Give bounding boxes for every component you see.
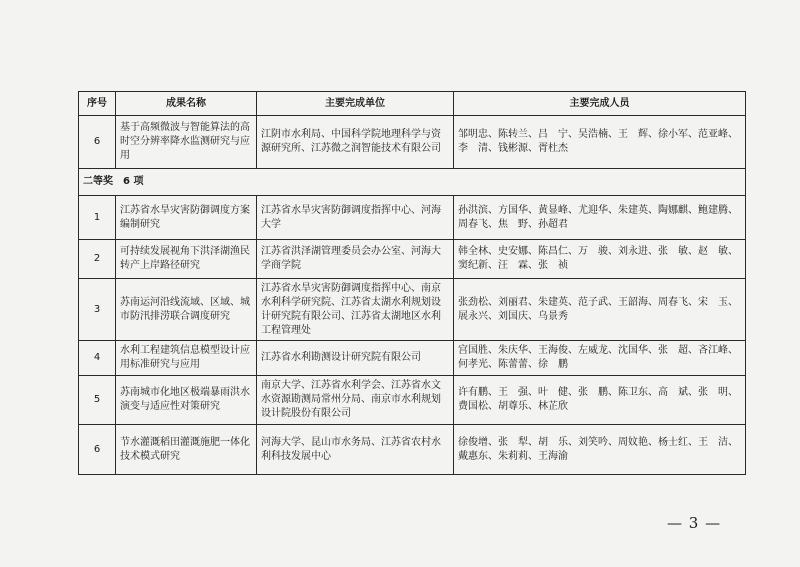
row-name: 可持续发展视角下洪泽湖渔民转产上岸路径研究 (116, 240, 257, 279)
row-name: 苏南城市化地区极端暴雨洪水演变与适应性对策研究 (116, 376, 257, 425)
row-name: 江苏省水旱灾害防御调度方案编制研究 (116, 196, 257, 240)
table-header-row (79, 92, 746, 116)
row-unit: 江阴市水利局、中国科学院地理科学与资源研究所、江苏微之润智能技术有限公司 (257, 116, 454, 169)
row-people: 邹明忠、陈转兰、吕 宁、吴浩楠、王 辉、徐小军、范亚峰、李 清、钱彬源、胥杜杰 (454, 116, 746, 169)
row-unit: 江苏省水利勘测设计研究院有限公司 (257, 341, 454, 376)
row-unit: 河海大学、昆山市水务局、江苏省农村水利科技发展中心 (257, 425, 454, 475)
row-unit: 江苏省水旱灾害防御调度指挥中心、河海大学 (257, 196, 454, 240)
row-unit: 南京大学、江苏省水利学会、江苏省水文水资源勘测局常州分局、南京市水利规划设计院股份有限公司 (257, 376, 454, 425)
header-unit: 主要完成单位 (257, 92, 454, 116)
header-name: 成果名称 (116, 92, 257, 116)
row-people: 张劲松、刘丽君、朱建英、范子武、王韶海、周春飞、宋 玉、展永兴、刘国庆、乌景秀 (454, 279, 746, 341)
row-no: 6 (79, 116, 116, 169)
table-row (79, 376, 746, 425)
row-people: 许有鹏、王 强、叶 健、张 鹏、陈卫东、高 斌、张 明、费国松、胡尊乐、林芷欣 (454, 376, 746, 425)
table-row (79, 341, 746, 376)
header-no: 序号 (79, 92, 116, 116)
row-name: 节水灌溉稻田灌溉施肥一体化技术模式研究 (116, 425, 257, 475)
row-no: 3 (79, 279, 116, 341)
row-name: 苏南运河沿线流域、区域、城市防汛排涝联合调度研究 (116, 279, 257, 341)
table-row (79, 279, 746, 341)
row-no: 5 (79, 376, 116, 425)
section-row (79, 169, 746, 196)
row-people: 孙洪滨、方国华、黄显峰、尤迎华、朱建英、陶娜麒、鲍建腾、周春飞、焦 野、孙超君 (454, 196, 746, 240)
row-no: 6 (79, 425, 116, 475)
table-row (79, 425, 746, 475)
page-number: — 3 — (667, 514, 722, 532)
row-unit: 江苏省水旱灾害防御调度指挥中心、南京水利科学研究院、江苏省太湖水利规划设计研究院有限公司、江苏省太湖地区水利工程管理处 (257, 279, 454, 341)
row-no: 1 (79, 196, 116, 240)
table-row (79, 196, 746, 240)
section-title: 二等奖 6 项 (79, 169, 746, 196)
row-people: 徐俊增、张 犁、胡 乐、刘笑吟、周妏艳、杨士红、王 洁、戴惠东、朱莉莉、王海渝 (454, 425, 746, 475)
table-row (79, 116, 746, 169)
row-no: 4 (79, 341, 116, 376)
row-name: 基于高频微波与智能算法的高时空分辨率降水监测研究与应用 (116, 116, 257, 169)
row-unit: 江苏省洪泽湖管理委员会办公室、河海大学商学院 (257, 240, 454, 279)
row-no: 2 (79, 240, 116, 279)
row-people: 宫国胜、朱庆华、王海俊、左威龙、沈国华、张 超、吝江峰、何孝光、陈蕾蕾、徐 鹏 (454, 341, 746, 376)
header-people: 主要完成人员 (454, 92, 746, 116)
row-people: 韩全林、史安娜、陈昌仁、万 骏、刘永进、张 敏、赵 敏、窦纪新、汪 霖、张 祯 (454, 240, 746, 279)
awards-table (78, 91, 746, 475)
row-name: 水利工程建筑信息模型设计应用标准研究与应用 (116, 341, 257, 376)
table-row (79, 240, 746, 279)
